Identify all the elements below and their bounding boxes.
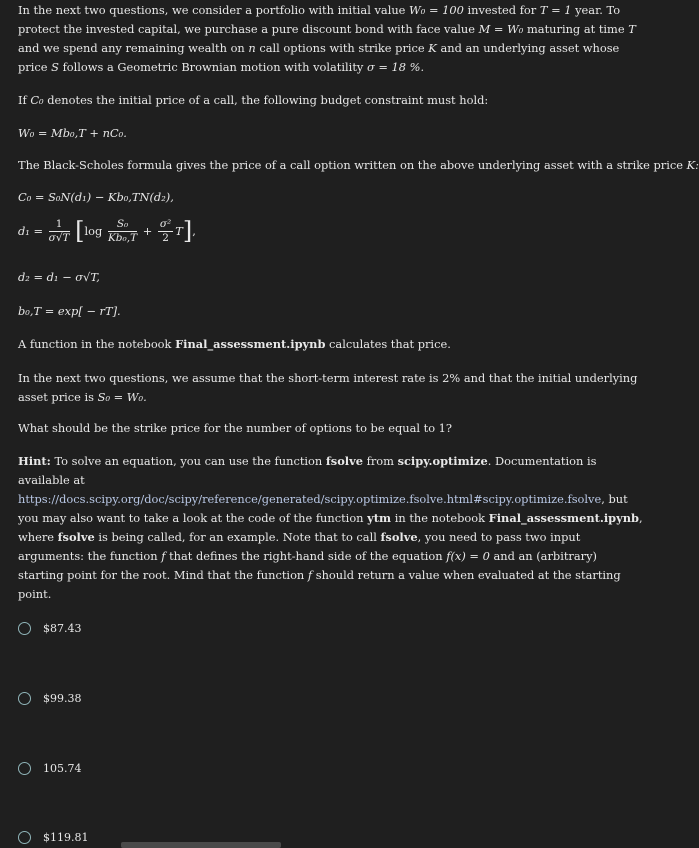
horizontal-scrollbar[interactable] xyxy=(121,842,281,848)
black-scholes-text: The Black-Scholes formula gives the price of a call option written on the above underlying asset with a strike price K: xyxy=(18,158,699,172)
hint-paragraph: Hint: To solve an equation, you can use the function fsolve from scipy.optimize. Documentation is available at https://docs.scipy.org/doc/scipy/reference/generated/scipy.optimize.fsolve.html#scipy.optimize.fsolve, but you may also want to take a look at the code of the function ytm in the notebook Final_assessment.ipynb, where fsolve is being called, for an example. Note that to call fsolve, you need to pass two input arguments: the function f that defines the right-hand side of the equation f(x) = 0 and an (arbitrary) starting point for the root. Mind that the function f should return a value when evaluated at the starting point. xyxy=(18,454,643,601)
answer-option-1[interactable]: $87.43 xyxy=(18,618,82,638)
scipy-docs-link[interactable]: https://docs.scipy.org/doc/scipy/reference/generated/scipy.optimize.fsolve.html#scipy.optimize.fsolve xyxy=(18,492,602,506)
budget-text: If C₀ denotes the initial price of a call, the following budget constraint must hold: xyxy=(18,93,489,107)
notebook-function-text: A function in the notebook Final_assessment.ipynb calculates that price. xyxy=(18,337,451,351)
answer-option-2[interactable]: $99.38 xyxy=(18,688,82,708)
answer-option-3[interactable]: 105.74 xyxy=(18,758,82,778)
radio-button-icon[interactable] xyxy=(18,762,31,775)
radio-button-icon[interactable] xyxy=(18,692,31,705)
answer-option-4[interactable]: $119.81 xyxy=(18,827,89,847)
radio-button-icon[interactable] xyxy=(18,831,31,844)
radio-button-icon[interactable] xyxy=(18,622,31,635)
d2-equation: d₂ = d₁ − σ√T, xyxy=(18,270,100,284)
d1-equation: d₁ = $\frac{1}{\sigma√T}$ [log $\frac{\text{S₀}}{\text{Kb₀,T}}$ + $\frac{\text{σ²}}{2}$ T], xyxy=(18,217,196,245)
bond-price-equation: b₀,T = exp[ − rT]. xyxy=(18,304,121,318)
intro-paragraph: In the next two questions, we consider a portfolio with initial value W₀ = 100 invested for T = 1 year. To protect the invested capital, we purchase a pure discount bond with face value M = W₀ maturing at time T and we spend any remaining wealth on n call options with strike price K and an underlying asset whose price S follows a Geometric Brownian motion with volatility σ = 18 %. xyxy=(18,3,636,74)
assumption-text: In the next two questions, we assume that the short-term interest rate is 2% and that the initial underlying asset price is S₀ = W₀. xyxy=(18,371,638,404)
question-text: What should be the strike price for the number of options to be equal to 1? xyxy=(18,421,453,435)
call-price-equation: C₀ = S₀N(d₁) − Kb₀,TN(d₂), xyxy=(18,190,174,204)
budget-equation: W₀ = Mb₀,T + nC₀. xyxy=(18,126,127,140)
